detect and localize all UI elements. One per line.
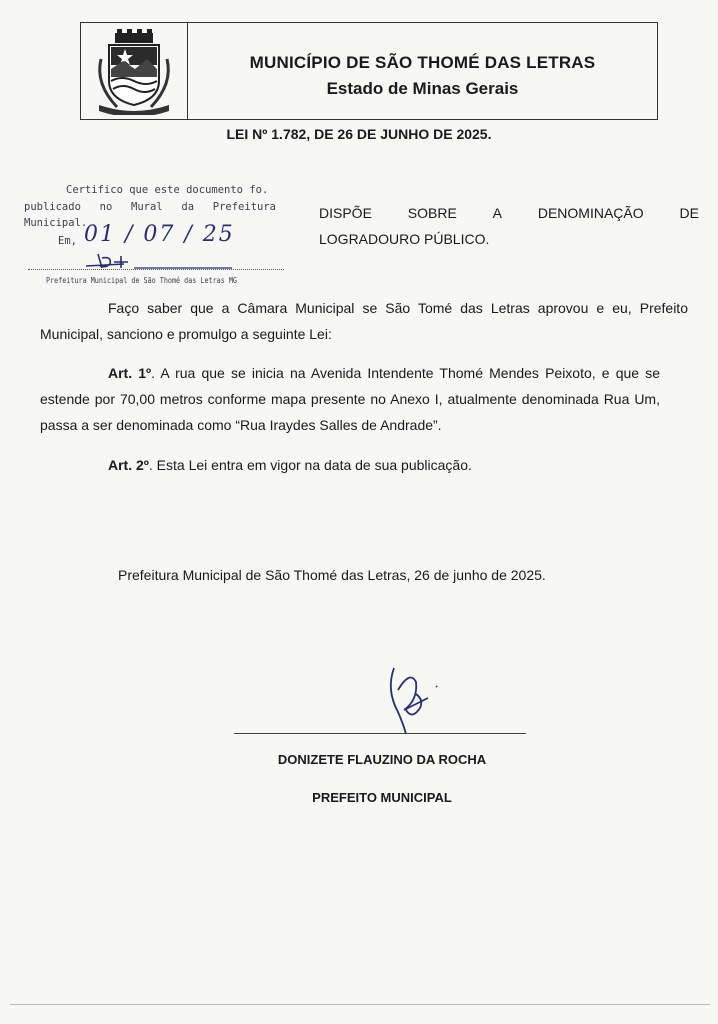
stamp-word: Prefeitura: [212, 201, 276, 213]
ementa-line-2: LOGRADOURO PÚBLICO.: [319, 231, 490, 247]
stamp-footer: Prefeitura Municipal de São Thomé das Letras MG: [46, 276, 238, 285]
ementa: [319, 200, 699, 252]
article-1-label: Art. 1º: [108, 365, 152, 381]
ementa-word: DISPÕE: [319, 205, 372, 221]
ementa-line-1: [319, 200, 699, 226]
intro-paragraph: Faço saber que a Câmara Municipal se São Tomé das Letras aprovou e eu, Prefeito Municipal, sanciono e promulgo a seguinte Lei:: [40, 300, 688, 342]
stamp-word: da: [181, 201, 195, 213]
letterhead: [80, 22, 658, 120]
coat-of-arms-icon: [87, 29, 181, 115]
handwritten-date: 01 / 07 / 25: [84, 222, 235, 247]
article-2: [108, 452, 668, 478]
stamp-line-1: Certifico que este documento fo.: [66, 184, 269, 196]
ementa-word: DENOMINAÇÃO: [537, 205, 644, 221]
law-title: LEI Nº 1.782, DE 26 DE JUNHO DE 2025.: [226, 126, 492, 142]
ementa-word: SOBRE: [407, 205, 457, 221]
article-2-text: . Esta Lei entra em vigor na data de sua publicação.: [148, 457, 472, 473]
place-date: Prefeitura Municipal de São Thomé das Letras, 26 de junho de 2025.: [118, 567, 546, 583]
stamp-line-4: Em,: [58, 235, 77, 247]
stamp-line-2: [24, 201, 276, 213]
stamp-word: Mural: [131, 201, 163, 213]
signature-line: [234, 733, 526, 734]
municipality-title: MUNICÍPIO DE SÃO THOMÉ DAS LETRAS: [249, 53, 596, 72]
ementa-word: DE: [679, 205, 699, 221]
state-subtitle: Estado de Minas Gerais: [326, 79, 519, 98]
article-1-text: . A rua que se inicia na Avenida Intendente Thomé Mendes Peixoto, e que se estende por 70,00 metros conforme mapa presente no Anexo I, atualmente denominada Rua Um, passa a ser denominada como “Rua Iraydes Salles de Andrade”.: [40, 365, 661, 433]
publication-stamp: [24, 180, 286, 288]
article-2-label: Art. 2º: [108, 457, 149, 473]
stamp-word: publicado: [24, 201, 81, 213]
article-1: [40, 360, 660, 438]
page-edge-line: [10, 1004, 710, 1005]
signatory-role: PREFEITO MUNICIPAL: [312, 790, 452, 805]
stamp-dotted-line: [28, 269, 284, 270]
stamp-line-3: Municipal.: [24, 217, 88, 229]
signatory-name: DONIZETE FLAUZINO DA ROCHA: [277, 752, 487, 767]
signature-icon: [376, 660, 456, 740]
ementa-word: A: [492, 205, 502, 221]
stamp-word: no: [99, 201, 113, 213]
